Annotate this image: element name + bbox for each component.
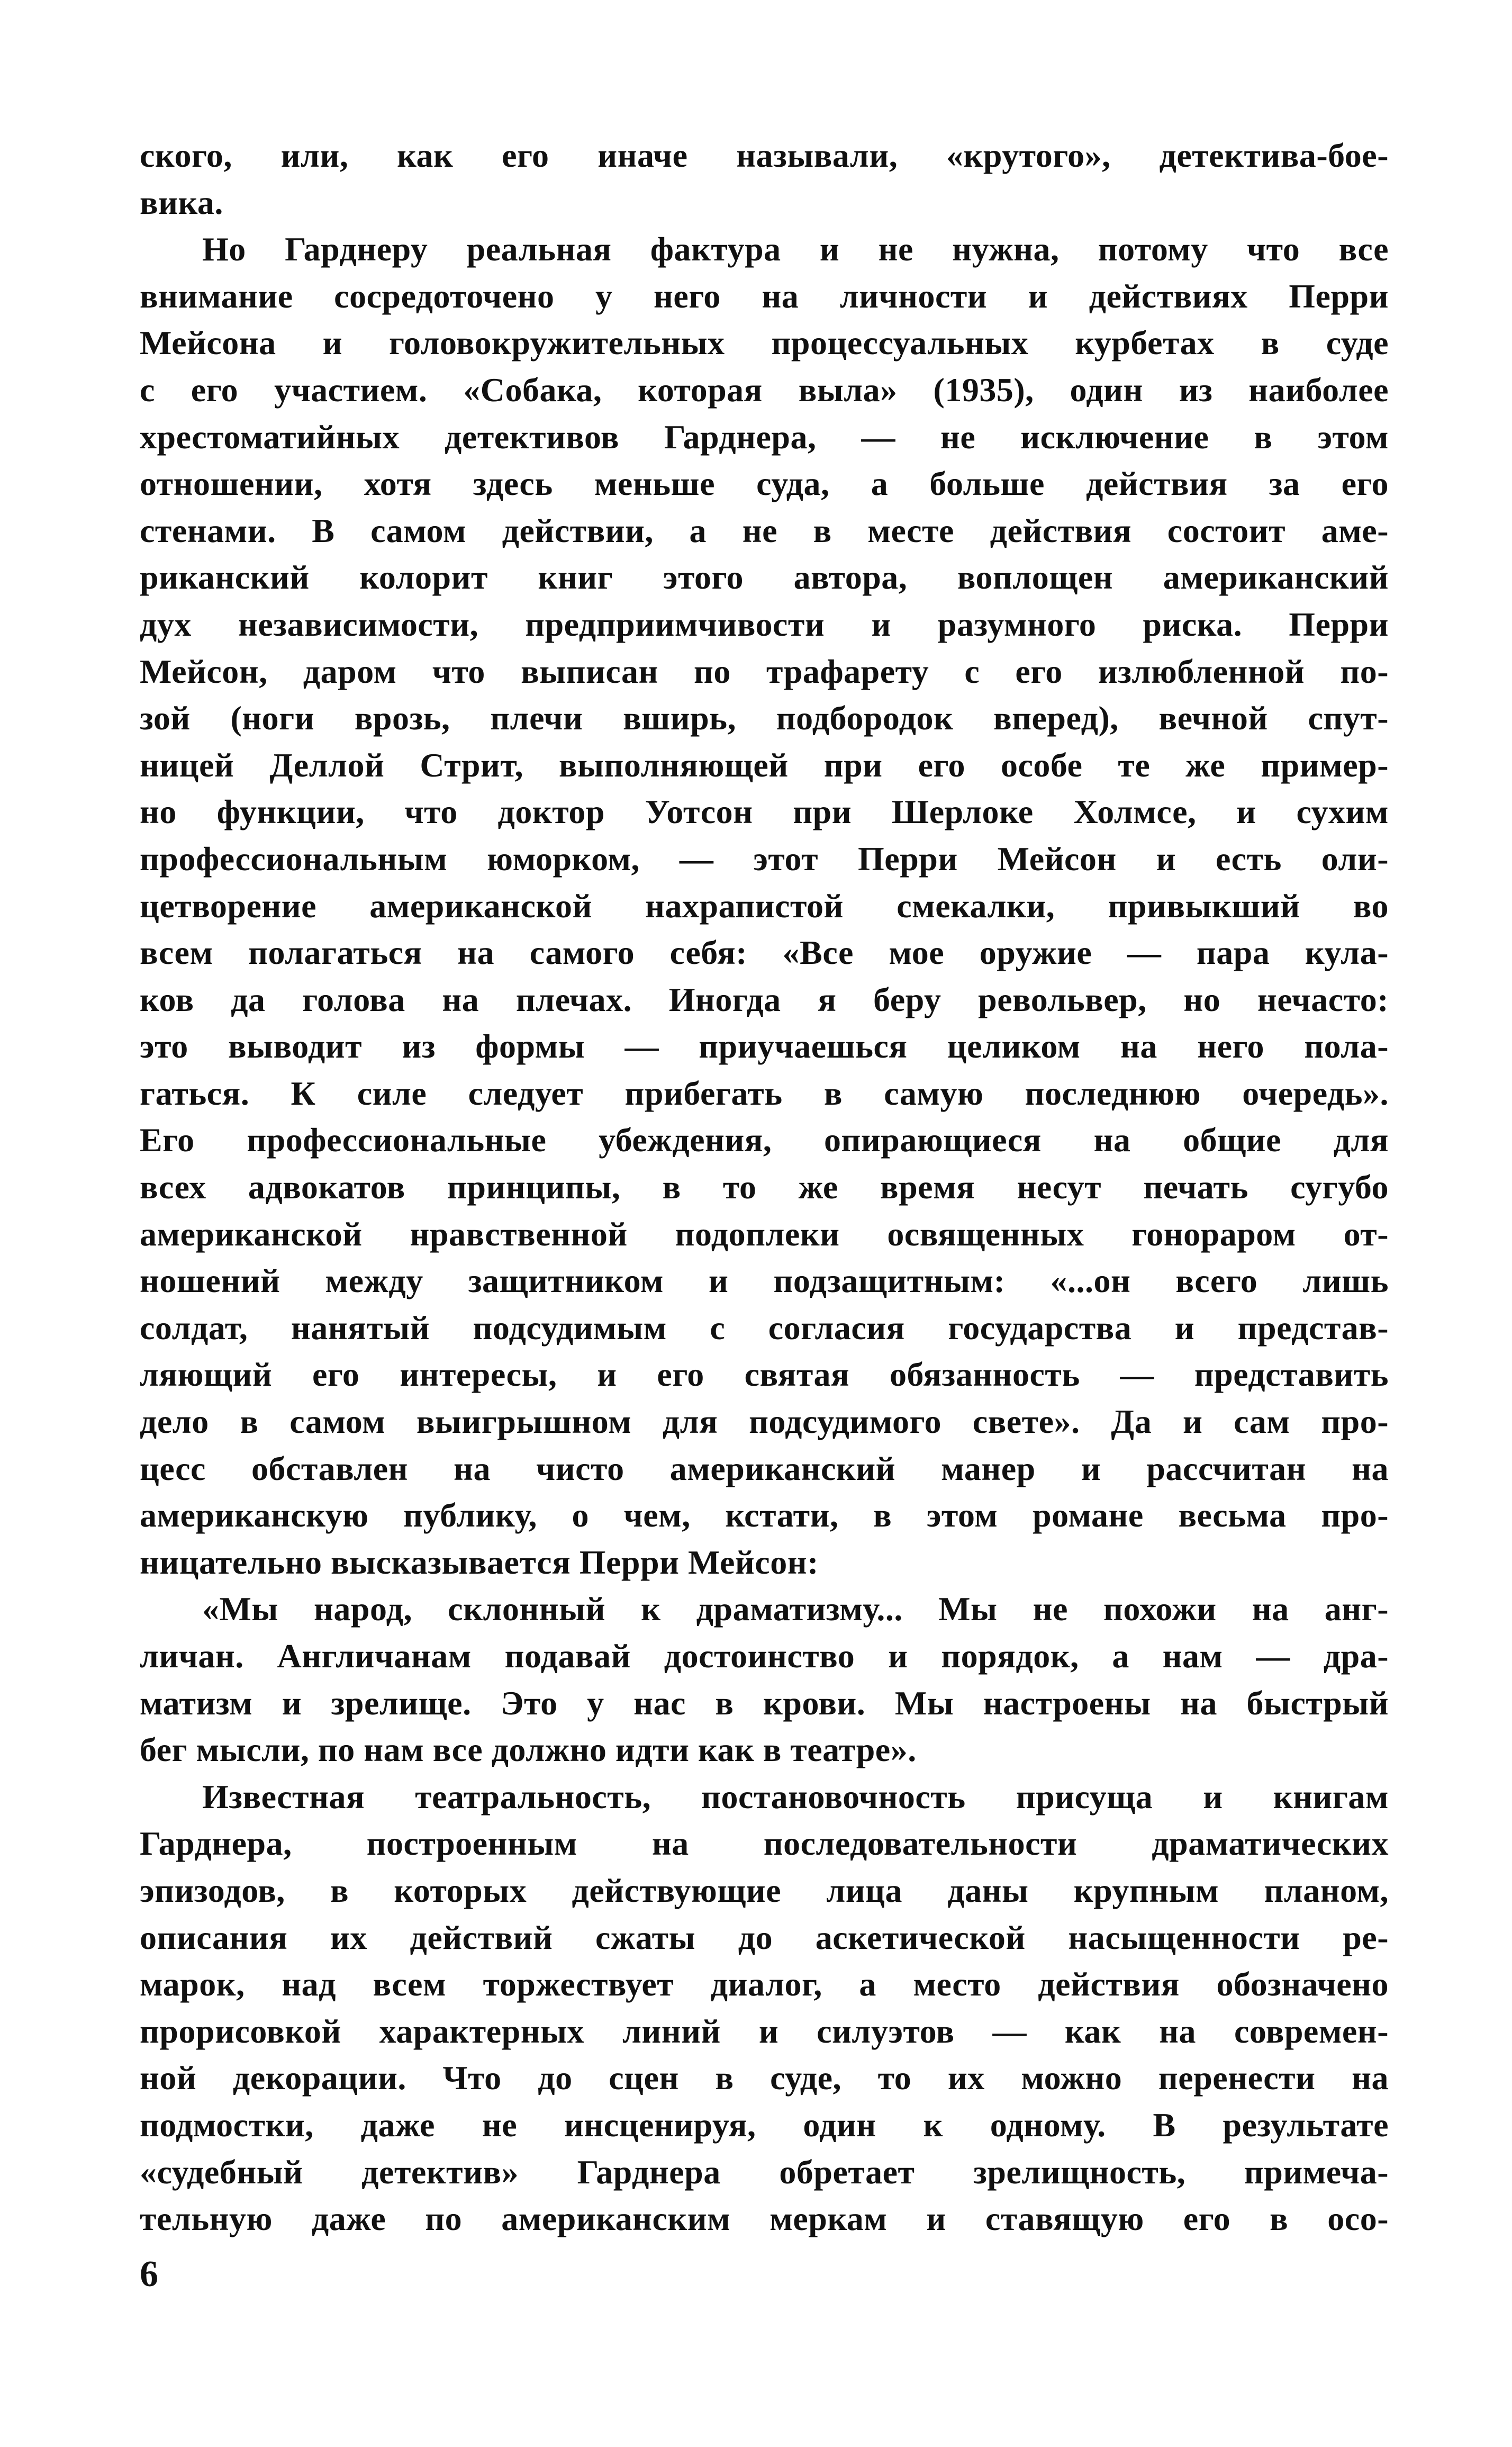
text-line: солдат, нанятый подсудимым с согласия государства и представ-: [140, 1308, 1389, 1347]
text-line: ского, или, как его иначе называли, «крутого», детектива-бое-: [140, 137, 1389, 174]
text-line: это выводит из формы — приучаешься целиком на него пола-: [140, 1027, 1389, 1066]
text-line: ков да голова на плечах. Иногда я беру револьвер, но нечасто:: [140, 980, 1389, 1018]
text-line: прорисовкой характерных линий и силуэтов — как на современ-: [140, 2012, 1389, 2050]
text-line: описания их действий сжаты до аскетической насыщенности ре-: [140, 1918, 1389, 1956]
text-line: цесс обставлен на чисто американский манер и рассчитан на: [140, 1449, 1389, 1487]
text-line: ницательно высказывается Перри Мейсон:: [140, 1543, 819, 1581]
text-line: гаться. К силе следует прибегать в самую последнюю очередь».: [140, 1074, 1389, 1112]
text-line: цетворение американской нахрапистой смекалки, привыкший во: [140, 887, 1389, 925]
text-line: Гарднера, построенным на последовательности драматических: [140, 1825, 1389, 1863]
text-line: ницей Деллой Стрит, выполняющей при его особе те же пример-: [140, 746, 1389, 784]
text-line: матизм и зрелище. Это у нас в крови. Мы настроены на быстрый: [140, 1684, 1389, 1722]
page-text: [140, 132, 1389, 2243]
text-line: дело в самом выигрышном для подсудимого свете». Да и сам про-: [140, 1403, 1389, 1441]
text-line: профессиональным юморком, — этот Перри Мейсон и есть оли-: [140, 839, 1389, 878]
text-line: но функции, что доктор Уотсон при Шерлоке Холмсе, и сухим: [140, 793, 1389, 831]
text-line: вика.: [140, 183, 223, 221]
text-line: хрестоматийных детективов Гарднера, — не исключение в этом: [140, 418, 1389, 456]
text-line: тельную даже по американским меркам и ставящую его в осо-: [140, 2200, 1389, 2238]
text-line: американскую публику, о чем, кстати, в этом романе весьма про-: [140, 1496, 1389, 1534]
text-line: подмостки, даже не инсценируя, один к одному. В результате: [140, 2106, 1389, 2144]
text-line: риканский колорит книг этого автора, воплощен американский: [140, 558, 1389, 597]
text-line: дух независимости, предприимчивости и разумного риска. Перри: [140, 605, 1389, 643]
page-number: 6: [140, 2254, 158, 2295]
text-line: ной декорации. Что до сцен в суде, то их можно перенести на: [140, 2059, 1389, 2097]
text-line: личан. Англичанам подавай достоинство и порядок, а нам — дра-: [140, 1637, 1389, 1675]
text-line: отношении, хотя здесь меньше суда, а больше действия за его: [140, 465, 1389, 503]
text-line: бег мысли, по нам все должно идти как в театре».: [140, 1731, 917, 1769]
quote-start-line: «Мы народ, склонный к драматизму... Мы не похожи на анг-: [202, 1590, 1389, 1628]
text-line: «судебный детектив» Гарднера обретает зрелищность, примеча-: [140, 2153, 1389, 2191]
text-line: с его участием. «Собака, которая выла» (1935), один из наиболее: [140, 371, 1389, 409]
text-line: стенами. В самом действии, а не в месте действия состоит аме-: [140, 511, 1389, 549]
text-line: эпизодов, в которых действующие лица даны крупным планом,: [140, 1871, 1389, 1909]
text-line: американской нравственной подоплеки освященных гонораром от-: [140, 1215, 1389, 1253]
text-line: Мейсона и головокружительных процессуальных курбетах в суде: [140, 324, 1389, 362]
text-line: ляющий его интересы, и его святая обязанность — представить: [140, 1356, 1389, 1394]
text-line: марок, над всем торжествует диалог, а место действия обозначено: [140, 1965, 1389, 2003]
paragraph-start-line: Но Гарднеру реальная фактура и не нужна, потому что все: [202, 230, 1389, 268]
text-line: Мейсон, даром что выписан по трафарету с его излюбленной по-: [140, 652, 1389, 690]
paragraph-start-line: Известная театральность, постановочность присуща и книгам: [202, 1777, 1389, 1816]
text-line: всех адвокатов принципы, в то же время несут печать сугубо: [140, 1168, 1389, 1206]
text-line: зой (ноги врозь, плечи вширь, подбородок вперед), вечной спут-: [140, 699, 1389, 737]
text-line: внимание сосредоточено у него на личности и действиях Перри: [140, 277, 1389, 315]
text-line: Его профессиональные убеждения, опирающиеся на общие для: [140, 1121, 1389, 1159]
text-line: всем полагаться на самого себя: «Все мое оружие — пара кула-: [140, 934, 1389, 972]
text-line: ношений между защитником и подзащитным: «...он всего лишь: [140, 1262, 1389, 1300]
